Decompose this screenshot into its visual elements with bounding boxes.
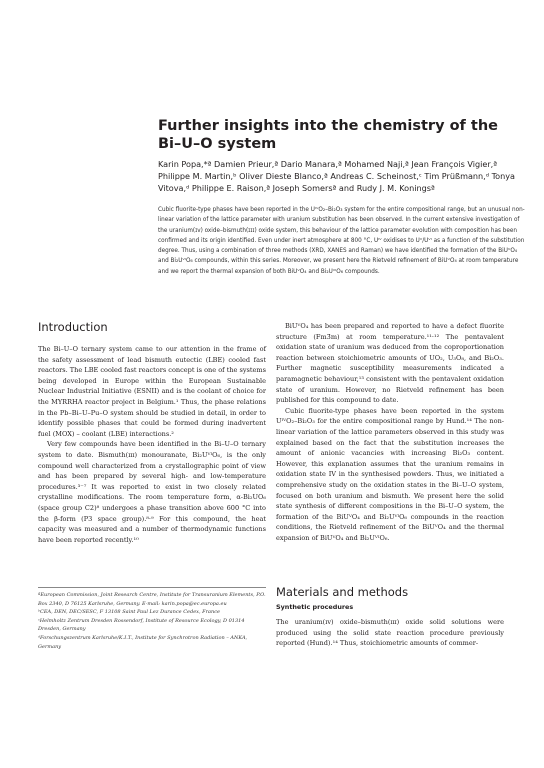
abstract: Cubic fluorite-type phases have been reported in the UᴵⱽO₂–Bi₂O₃ system for the entire compositional range, but an unusual non-linear variation of the lattice parameter with uranium substitution has been observed. In the current extensive investigation of the uranium(ɪᴠ) oxide–bismuth(ɪɪɪ) oxide system, this behaviour of the lattice parameter evolution with composition has been confirmed and its origin identified. Even under inert atmosphere at 800 °C, Uᴵⱽ oxidises to Uⱽ/Uⱽᴵ as a function of the substitution degree. Thus, using a combination of three methods (XRD, XANES and Raman) we have identified the formation of the BiUⱽO₄ and Bi₂UⱽᴵO₆ compounds, within this series. Moreover, we present here the Rietveld refinement of BiUⱽO₄ at room temperature and we report the thermal expansion of both BiUⱽO₄ and Bi₂UⱽᴵO₆ compounds. — [158, 207, 525, 275]
synthetic-procedures-heading: Synthetic procedures — [276, 603, 354, 611]
intro-paragraph-2: Very few compounds have been identified in the Bi–U–O ternary system to date. Bismuth(ɪɪɪ) monouranate, Bi₂UⱽᴵO₆, is the only compound well characterized from a crystallographic point of view and has been prepared by several high- and low-temperature procedures.³⁻⁷ It was reported to exist in two closely related crystalline modifications. The room temperature form, α-Bi₂UO₆ (space group C2)⁸ undergoes a phase transition above 600 °C into the β-form (P3 space group).⁸·⁹ For this compound, the heat capacity was measured and a number of thermodynamic functions have been reported recently.¹⁰ — [38, 440, 266, 544]
footnote-rule — [38, 587, 266, 588]
affiliation-d: ᵈForschungszentrum Karlsruhe/K.I.T., Institute for Synchrotron Radiation – ANKA, Germany — [38, 634, 248, 650]
article-title: Further insights into the chemistry of the Bi–U–O system — [158, 118, 498, 152]
affiliations — [38, 591, 266, 651]
left-column — [38, 344, 266, 545]
synthesis-column — [276, 617, 504, 649]
introduction-heading: Introduction — [38, 320, 108, 334]
intro-paragraph-1: The Bi–U–O ternary system came to our attention in the frame of the safety assessment of lead bismuth eutectic (LBE) cooled fast reactors. The LBE cooled fast reactors concept is one of the systems being developed in Europe within the European Sustainable Nuclear Industrial Initiative (ESNII) and is the coolant of choice for the MYRRHA reactor project in Belgium.¹ Thus, the phase relations in the Pb–Bi–U–Pu–O system should be studied in detail, in order to identify possible phases that could be formed during inadvertent fuel (MOX) – coolant (LBE) interactions.² — [38, 345, 266, 438]
affiliation-a: ªEuropean Commission, Joint Research Centre, Institute for Transuranium Elements, P.O. Box 2340, D 76125 Karlsruhe, Germany. E-mail: karin.popa@ec.europa.eu — [38, 592, 266, 607]
right-paragraph-2: Cubic fluorite-type phases have been reported in the system UᴵⱽO₂–Bi₂O₃ for the entire compositional range by Hund.¹⁴ The non-linear variation of the lattice parameters observed in this study was explained based on the fact that the substitution increases the amount of anionic vacancies with increasing Bi₂O₃ content. However, this explanation assumes that the uranium remains in oxidation state IV in the synthesised powders. Thus, we initiated a comprehensive study on the oxidation states in the Bi–U–O system, focused on both uranium and bismuth. We present here the solid state synthesis of different compositions in the Bi–U–O system, the formation of the BiUⱽO₄ and Bi₂UⱽᴵO₆ compounds in the reaction conditions, the Rietveld refinement of the BiUⱽO₄ and the thermal expansion of BiUⱽO₄ and Bi₂UⱽᴵO₆. — [276, 406, 504, 542]
affiliation-c: ᶜHelmholtz Zentrum Dresden Rossendorf, Institute of Resource Ecology, D 01314 Dresden, Germany — [38, 617, 245, 633]
right-paragraph-1: BiUⱽO₄ has been prepared and reported to have a defect fluorite structure (Fm3̄m) at room temperature.¹¹·¹² The pentavalent oxidation state of uranium was deduced from the coproportionation reaction between stoichiometric amounts of UO₂, U₃O₈, and Bi₂O₃. Further magnetic susceptibility measurements indicated a paramagnetic behaviour,¹³ consistent with the pentavalent oxidation state of uranium. However, no Rietveld refinement has been published for this compound to date. — [276, 322, 504, 405]
author-list: Karin Popa,*ª Damien Prieur,ª Dario Manara,ª Mohamed Naji,ª Jean François Vigier,ª Philippe M. Martin,ᵇ Oliver Dieste Blanco,ª Andreas C. Scheinost,ᶜ Tim Prüßmann,ᵈ Tonya Vitova,ᵈ Philippe E. Raison,ª Joseph Somersª and Rudy J. M. Koningsª — [158, 159, 516, 194]
right-column — [276, 321, 504, 543]
affiliation-b: ᵇCEA, DEN, DEC/SESC, F 13108 Saint Paul Lez Durance Cedex, France — [38, 609, 220, 616]
materials-methods-heading: Materials and methods — [276, 585, 409, 599]
synthesis-paragraph: The uranium(ɪᴠ) oxide–bismuth(ɪɪɪ) oxide solid solutions were produced using the solid state reaction procedure previously reported (Hund).¹⁴ Thus, stoichiometric amounts of commer- — [276, 618, 504, 648]
